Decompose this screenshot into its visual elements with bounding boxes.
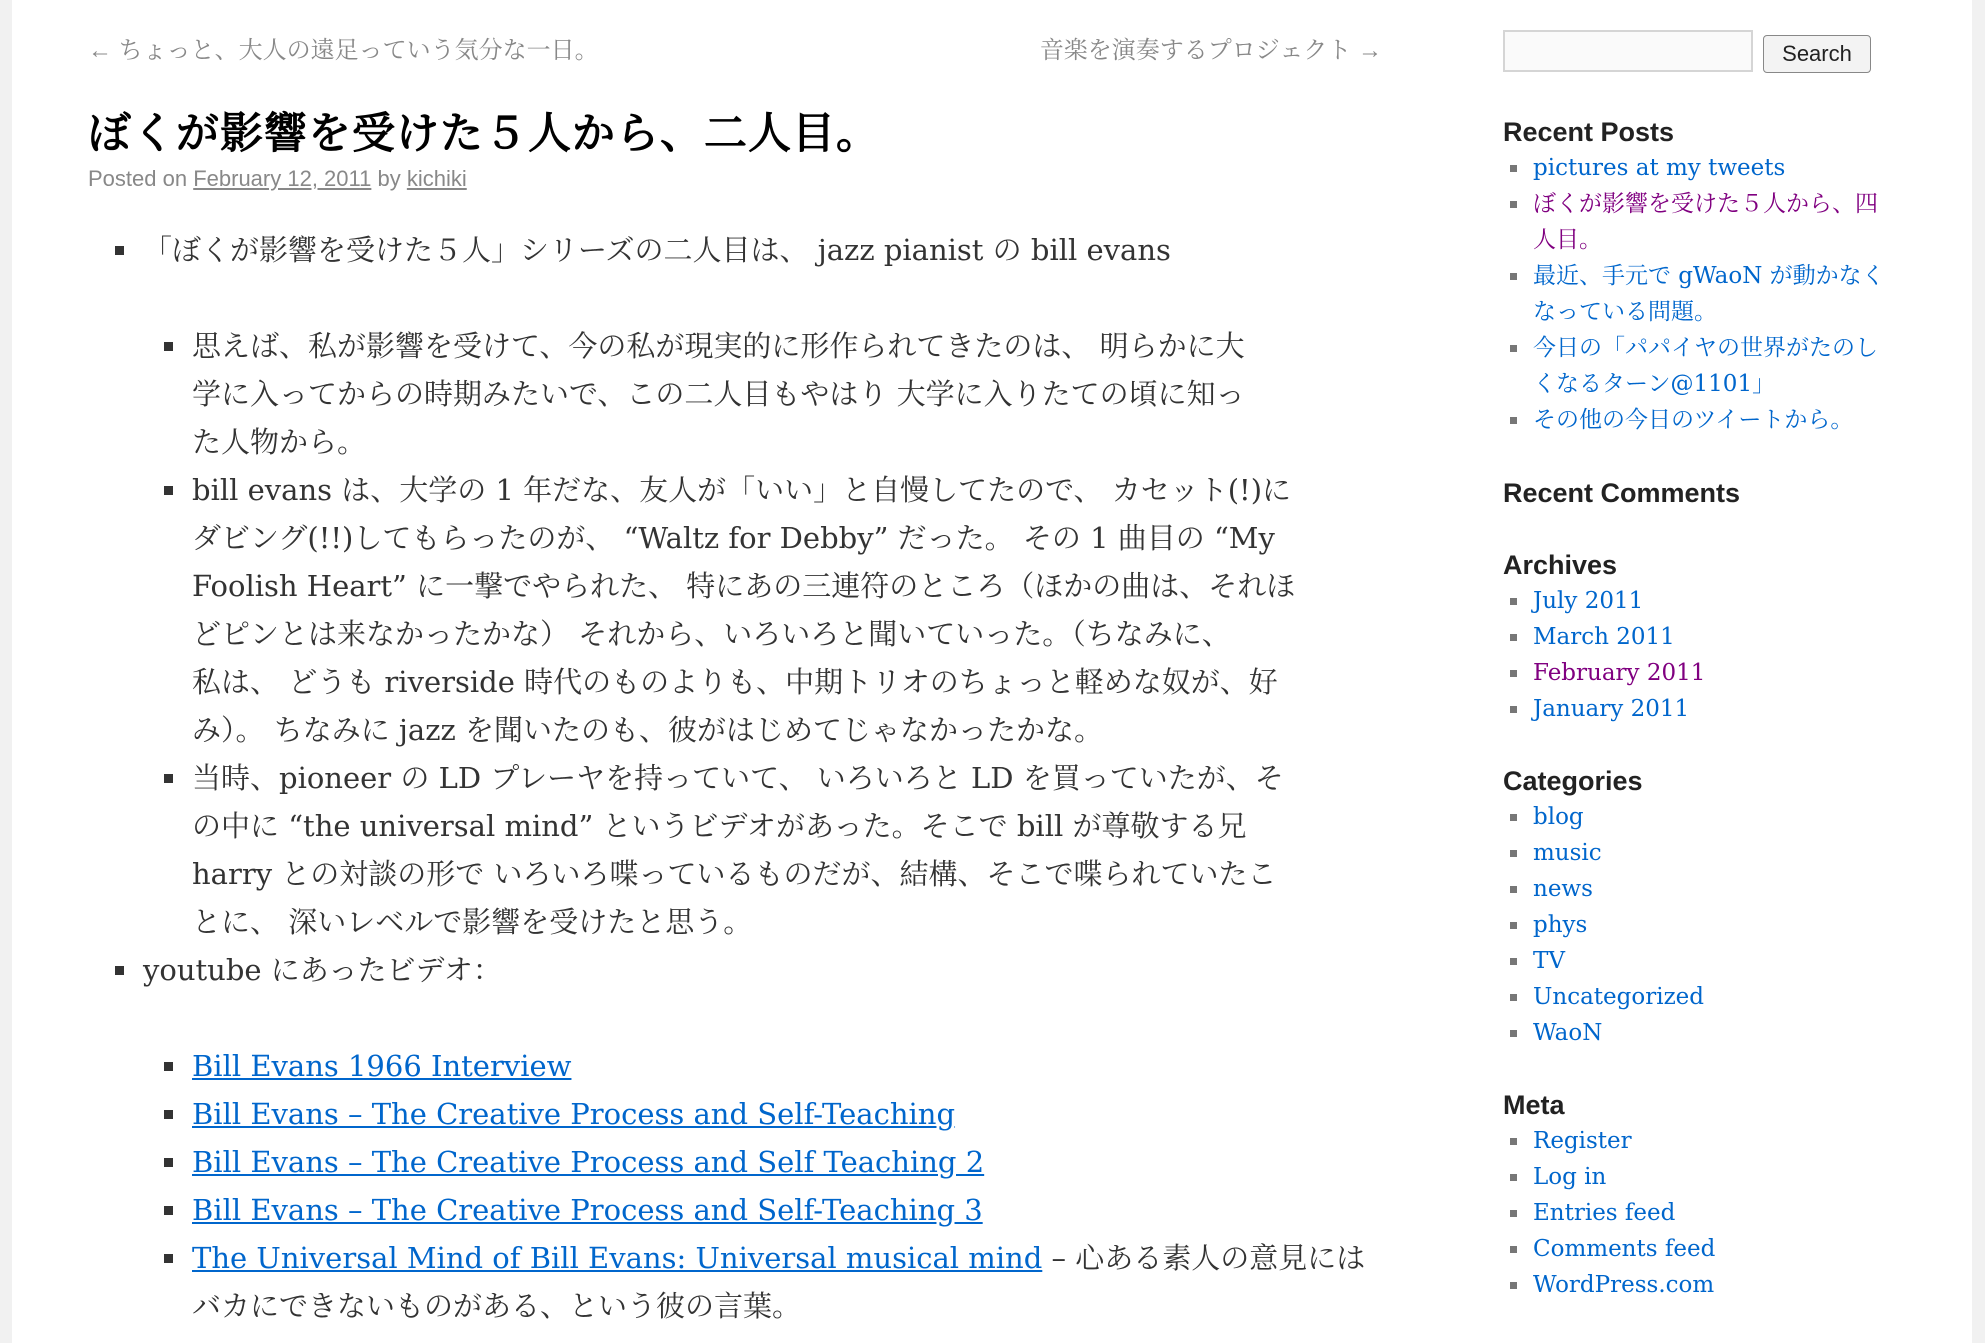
category-item bbox=[1503, 835, 1923, 871]
bullet bbox=[164, 1206, 173, 1215]
bullet bbox=[164, 1254, 173, 1263]
list-item bbox=[88, 226, 1388, 946]
archive-link[interactable]: February 2011 bbox=[1533, 660, 1706, 686]
bullet bbox=[1510, 634, 1517, 641]
recent-post-item bbox=[1503, 330, 1923, 402]
paragraph-line: どピンとは来なかったかな） それから、いろいろと聞いていった。（ちなみに、 bbox=[192, 617, 1231, 651]
recent-post-link[interactable]: 最近、手元で gWaoN が動かなく なっている問題。 bbox=[1533, 263, 1885, 325]
recent-post-link[interactable]: pictures at my tweets bbox=[1533, 155, 1786, 181]
video-link-1[interactable]: Bill Evans 1966 Interview bbox=[192, 1049, 572, 1083]
recent-comments-widget bbox=[1503, 475, 1923, 511]
bullet bbox=[1510, 922, 1517, 929]
meta-item bbox=[1503, 1195, 1923, 1231]
next-post-link[interactable]: 音楽を演奏するプロジェクト → bbox=[1039, 37, 1382, 64]
bullet bbox=[1510, 814, 1517, 821]
paragraph-line: の中に “the universal mind” というビデオがあった。そこで bill が尊敬する兄 bbox=[192, 809, 1247, 843]
paragraph-line: harry との対談の形で いろいろ喋っているものだが、結構、そこで喋られていたこ bbox=[192, 857, 1277, 891]
bullet bbox=[1510, 273, 1517, 280]
post-title: ぼくが影響を受けた５人から、二人目。 bbox=[88, 110, 880, 158]
list-item bbox=[88, 322, 1388, 466]
video-note: – 心ある素人の意見には bbox=[1042, 1241, 1366, 1275]
recent-post-link[interactable]: ぼくが影響を受けた５人から、四 人目。 bbox=[1533, 191, 1878, 253]
bullet bbox=[1510, 886, 1517, 893]
recent-post-link[interactable]: その他の今日のツイートから。 bbox=[1533, 407, 1854, 433]
posted-on-label: Posted on bbox=[88, 166, 188, 191]
paragraph-line: 学に入ってからの時期みたいで、この二人目もやはり 大学に入りたての頃に知っ bbox=[192, 377, 1245, 411]
meta-item bbox=[1503, 1231, 1923, 1267]
categories-title: Categories bbox=[1503, 766, 1643, 796]
category-item bbox=[1503, 907, 1923, 943]
bullet bbox=[1510, 1282, 1517, 1289]
post-navigation bbox=[88, 30, 1382, 70]
paragraph-line: た人物から。 bbox=[192, 425, 367, 459]
video-link-5[interactable]: The Universal Mind of Bill Evans: Universal musical mind bbox=[192, 1241, 1043, 1275]
register-link[interactable]: Register bbox=[1533, 1128, 1632, 1154]
recent-post-item bbox=[1503, 150, 1923, 186]
bullet bbox=[1510, 850, 1517, 857]
recent-comments-title: Recent Comments bbox=[1503, 478, 1741, 508]
login-link[interactable]: Log in bbox=[1533, 1164, 1607, 1190]
post-content bbox=[88, 226, 1388, 1330]
meta-widget bbox=[1503, 1087, 1923, 1303]
wordpress-link[interactable]: WordPress.com bbox=[1533, 1272, 1715, 1298]
bullet bbox=[1510, 165, 1517, 172]
category-item bbox=[1503, 1015, 1923, 1051]
previous-post-link[interactable]: ← ちょっと、大人の遠足っていう気分な一日。 bbox=[88, 37, 599, 64]
entries-feed-link[interactable]: Entries feed bbox=[1533, 1200, 1676, 1226]
video-link-3[interactable]: Bill Evans – The Creative Process and Self Teaching 2 bbox=[192, 1145, 985, 1179]
bullet bbox=[1510, 598, 1517, 605]
bullet bbox=[164, 1158, 173, 1167]
category-item bbox=[1503, 871, 1923, 907]
search-button[interactable]: Search bbox=[1763, 35, 1871, 73]
category-item bbox=[1503, 979, 1923, 1015]
bullet bbox=[1510, 706, 1517, 713]
bullet bbox=[164, 1110, 173, 1119]
meta-item bbox=[1503, 1159, 1923, 1195]
bullet bbox=[1510, 958, 1517, 965]
bullet bbox=[1510, 1138, 1517, 1145]
bullet bbox=[1510, 201, 1517, 208]
list-item bbox=[88, 466, 1388, 754]
bullet bbox=[115, 966, 124, 975]
bullet bbox=[164, 486, 173, 495]
bullet bbox=[1510, 670, 1517, 677]
list-item bbox=[88, 946, 1388, 1330]
bullet bbox=[164, 774, 173, 783]
page bbox=[12, 0, 1972, 1343]
category-item bbox=[1503, 943, 1923, 979]
archive-item bbox=[1503, 619, 1923, 655]
list-item bbox=[88, 1090, 1388, 1138]
category-link[interactable]: music bbox=[1533, 840, 1602, 866]
category-link[interactable]: blog bbox=[1533, 804, 1584, 830]
bullet bbox=[1510, 1030, 1517, 1037]
category-link[interactable]: TV bbox=[1533, 948, 1565, 974]
archives-widget bbox=[1503, 547, 1923, 727]
archive-link[interactable]: January 2011 bbox=[1533, 696, 1690, 722]
paragraph-line: 当時、pioneer の LD プレーヤを持っていて、 いろいろと LD を買っていたが、そ bbox=[192, 761, 1284, 795]
paragraph-line: とに、 深いレベルで影響を受けたと思う。 bbox=[192, 905, 753, 939]
paragraph-line: 私は、 どうも riverside 時代のものよりも、中期トリオのちょっと軽めな奴が、好 bbox=[192, 665, 1278, 699]
archive-link[interactable]: March 2011 bbox=[1533, 624, 1675, 650]
bullet bbox=[1510, 1210, 1517, 1217]
bullet bbox=[1510, 417, 1517, 424]
recent-posts-title: Recent Posts bbox=[1503, 117, 1675, 147]
paragraph-line: Foolish Heart” に一撃でやられた、 特にあの三連符のところ（ほかの曲は、それほ bbox=[192, 569, 1296, 603]
list-item bbox=[88, 1186, 1388, 1234]
video-note-continued: バカにできないものがある、という彼の言葉。 bbox=[192, 1289, 802, 1323]
bullet bbox=[164, 342, 173, 351]
recent-post-item bbox=[1503, 258, 1923, 330]
archive-item bbox=[1503, 655, 1923, 691]
meta-item bbox=[1503, 1123, 1923, 1159]
videos-heading: youtube にあったビデオ： bbox=[143, 953, 502, 987]
category-link[interactable]: WaoN bbox=[1533, 1020, 1603, 1046]
intro-text: 「ぼくが影響を受けた５人」シリーズの二人目は、 jazz pianist の bill evans bbox=[143, 233, 1171, 267]
list-item bbox=[88, 1138, 1388, 1186]
archive-item bbox=[1503, 691, 1923, 727]
category-item bbox=[1503, 799, 1923, 835]
meta-item bbox=[1503, 1267, 1923, 1303]
video-link-2[interactable]: Bill Evans – The Creative Process and Self-Teaching bbox=[192, 1097, 956, 1131]
recent-post-item bbox=[1503, 186, 1923, 258]
bullet bbox=[115, 246, 124, 255]
paragraph-line: bill evans は、大学の 1 年だな、友人が「いい」と自慢してたので、 カセット(!)に bbox=[192, 473, 1292, 507]
meta-title: Meta bbox=[1503, 1090, 1565, 1120]
category-link[interactable]: phys bbox=[1533, 912, 1588, 938]
search-input[interactable] bbox=[1503, 30, 1753, 72]
bullet bbox=[164, 1062, 173, 1071]
paragraph-line: ダビング(!!)してもらったのが、 “Waltz for Debby” だった。 その 1 曲目の “My bbox=[192, 521, 1275, 555]
post-date-link[interactable]: February 12, 2011 bbox=[193, 166, 372, 191]
archive-link[interactable]: July 2011 bbox=[1533, 588, 1644, 614]
categories-widget bbox=[1503, 763, 1923, 1051]
recent-posts-widget bbox=[1503, 114, 1923, 438]
archives-title: Archives bbox=[1503, 550, 1618, 580]
list-item bbox=[88, 1042, 1388, 1090]
recent-post-link[interactable]: 今日の「パパイヤの世界がたのし くなるターン@1101」 bbox=[1533, 335, 1878, 397]
list-item bbox=[88, 754, 1388, 946]
paragraph-line: 思えば、私が影響を受けて、今の私が現実的に形作られてきたのは、 明らかに大 bbox=[192, 329, 1245, 363]
bullet bbox=[1510, 1174, 1517, 1181]
paragraph-line: み）。 ちなみに jazz を聞いたのも、彼がはじめてじゃなかったかな。 bbox=[192, 713, 1103, 747]
bullet bbox=[1510, 1246, 1517, 1253]
bullet bbox=[1510, 345, 1517, 352]
recent-post-item bbox=[1503, 402, 1923, 438]
category-link[interactable]: news bbox=[1533, 876, 1593, 902]
author-link[interactable]: kichiki bbox=[406, 166, 467, 191]
bullet bbox=[1510, 994, 1517, 1001]
video-link-4[interactable]: Bill Evans – The Creative Process and Self-Teaching 3 bbox=[192, 1193, 983, 1227]
category-link[interactable]: Uncategorized bbox=[1533, 984, 1705, 1010]
comments-feed-link[interactable]: Comments feed bbox=[1533, 1236, 1716, 1262]
list-item bbox=[88, 1234, 1388, 1330]
archive-item bbox=[1503, 583, 1923, 619]
post-meta bbox=[88, 166, 467, 192]
by-label: by bbox=[377, 166, 401, 191]
